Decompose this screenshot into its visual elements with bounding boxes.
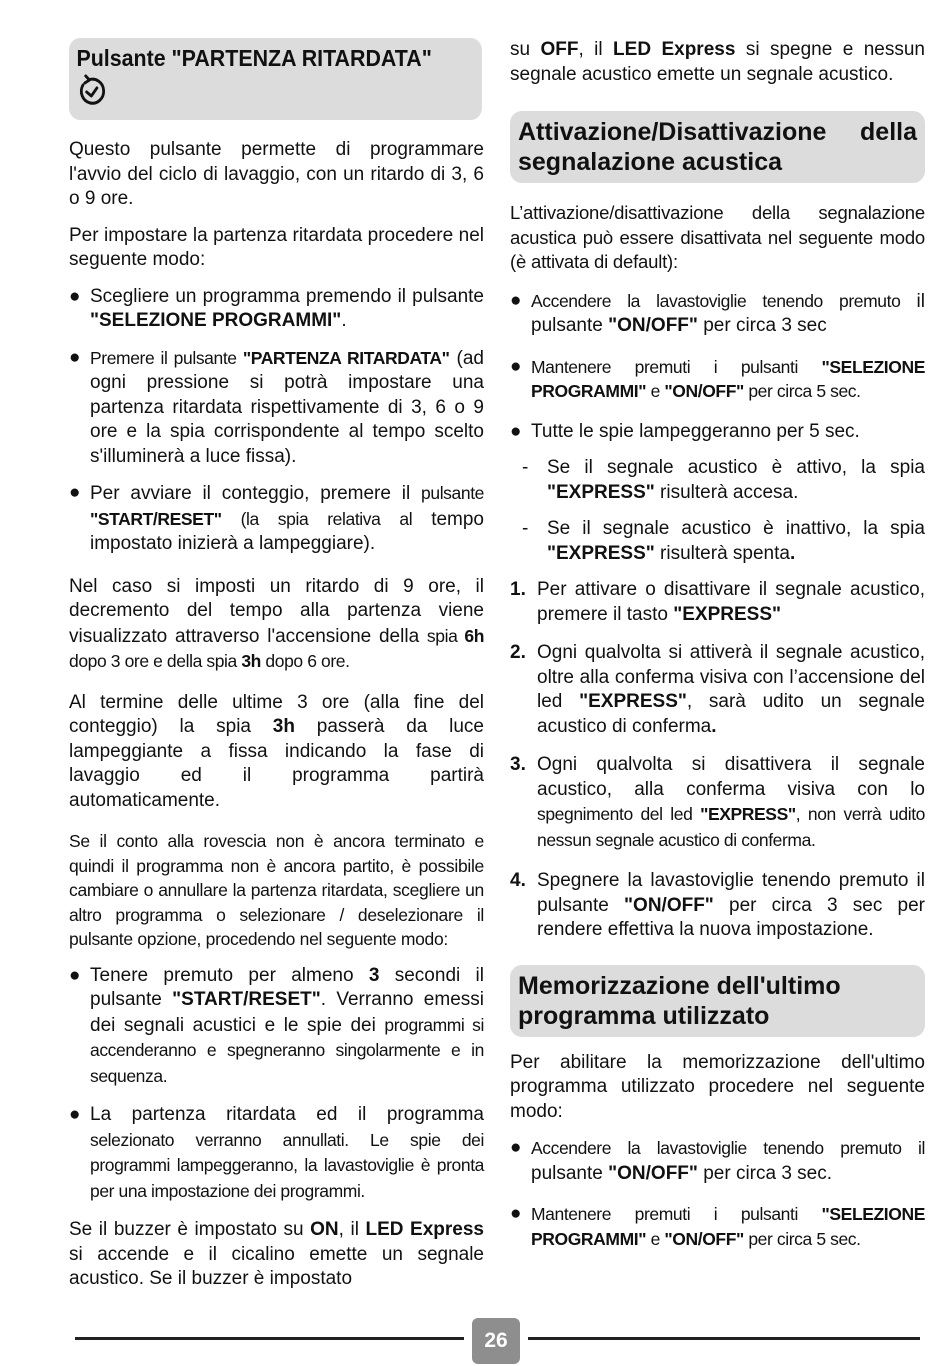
text: selezionato verranno annullati. Le spie dei programmi lampeggeranno, la lavastoviglie è pronta per una impostazione dei programmi. [90,1129,484,1201]
bold-text: LED Express [365,1219,484,1240]
text: Mantenere premuti i pulsanti [531,356,822,377]
bold-text: "SELEZIONE PROGRAMMI" [90,310,342,331]
step-number: 2. [510,642,526,663]
dash-marker: - [522,518,529,539]
delay-timer-icon [76,74,474,114]
bullet: ● [510,420,522,442]
bullet: ● [510,1137,522,1158]
text: per circa 3 sec. [697,1162,833,1184]
bullet: ● [69,964,81,986]
bold-text: 6h [464,625,485,646]
paragraph-buzzer-continued [510,38,925,87]
bullet: ● [510,355,522,377]
bullet: ● [69,1104,81,1125]
bullet: ● [510,289,522,311]
text: Ogni qualvolta si attiverà il segnale acustico, oltre alla conferma visiva con l’accensione del led [537,642,925,712]
bold-text: . [711,715,717,737]
paragraph-countdown: Se il conto alla rovescia non è ancora terminato e quindi il programma non è ancora partito, è possibile cambiare o annullare la partenza ritardata, scegliere un altro programma o selezionare / deselezionare il pulsante opzione, procedendo nel seguente modo: [69,831,484,949]
text: Nel caso si imposti un ritardo di 9 ore, il decremento del tempo alla partenza viene visualizzato attraverso l'accensione della [69,575,484,647]
bold-text: "ON/OFF" [664,1228,744,1249]
bold-text: 3h [241,651,261,671]
text: Se il segnale acustico è inattivo, la spia [547,518,925,539]
paragraph-acoustic-intro: L’attivazione/disattivazione della segnalazione acustica può essere disattivata nel seguente modo (è attivata di default): [510,202,925,272]
numbered-item [510,869,925,943]
text: , sarà udito un segnale acustico di conferma [537,691,925,737]
text: Mantenere premuti i pulsanti [531,1204,822,1224]
list-item [522,517,925,566]
footer-rule-left [75,1337,464,1340]
text: secondi il pulsante [90,964,484,1010]
right-column [510,38,925,1263]
list-item [69,481,484,557]
page-number: 26 [472,1318,520,1364]
heading-text: Attivazione/Disattivazione della segnalazione acustica [518,118,917,176]
text: Accendere la lavastoviglie tenendo premuto [531,290,917,311]
text: e [646,381,665,401]
bullet: ● [69,285,81,307]
text: spia [426,625,465,646]
paragraph-nine-hours [69,575,484,675]
list-item [69,346,484,470]
text: risulterà spenta [654,542,790,564]
text: . Verranno emessi dei segnali acustici e le spie dei [90,989,484,1036]
text: Al termine delle ultime 3 ore (alla fine del conteggio) la spia [69,691,484,737]
list-item [69,964,484,1090]
paragraph-intro: Questo pulsante permette di programmare l'avvio del ciclo di lavaggio, con un ritardo di 3, 6 o 9 ore. [69,139,484,209]
text: , il [578,39,614,60]
text: si spegne e nessun segnale acustico emette un segnale acustico. [510,39,925,85]
bullet: ● [510,1203,522,1224]
bold-text: "EXPRESS" [673,603,782,625]
bold-text: "SELEZIONE PROGRAMMI" [531,1204,925,1249]
bold-text: "EXPRESS" [700,804,796,824]
text: per circa 3 sec per rendere effettiva la nuova impostazione. [537,894,925,940]
list-item [522,456,925,505]
bold-text: "EXPRESS" [547,542,655,564]
text: per circa 3 sec [697,315,827,336]
text: spegnimento del led [537,804,701,824]
text: Se il buzzer è impostato su [69,1219,311,1240]
bold-text: "ON/OFF" [624,894,714,916]
text: pulsante [531,1162,609,1184]
text: Se il segnale acustico è attivo, la spia [547,457,925,478]
numbered-item [510,578,925,627]
step-number: 3. [510,754,526,775]
text: Per attivare o disattivare il segnale acustico, premere il tasto [537,579,925,625]
bold-text: "ON/OFF" [664,381,744,401]
section-heading-acoustic [510,111,925,183]
bold-text: OFF [540,39,579,60]
bullet: ● [69,346,81,368]
list-item [510,289,925,339]
text: Scegliere un programma premendo il pulsante [90,285,484,307]
paragraph-setup: Per impostare la partenza ritardata procedere nel seguente modo: [69,224,484,270]
paragraph-buzzer [69,1218,484,1292]
text: il pulsante [531,290,925,336]
list-item [510,1202,925,1251]
bold-text: LED Express [613,39,736,60]
paragraph-memory-intro: Per abilitare la memorizzazione dell'ultimo programma utilizzato procedere nel seguente modo: [510,1051,925,1122]
section-heading-memory [510,965,925,1037]
bold-text: 3h [272,716,295,737]
text: passerà da luce lampeggiante a fissa indicando la fase di lavaggio ed il programma partirà automaticamente. [69,716,484,811]
text: Ogni qualvolta si disattivera il segnale acustico, alla conferma visiva con lo [537,754,925,800]
step-number: 4. [510,870,526,891]
bold-text: "PARTENZA RITARDATA" [242,347,450,368]
text: Accendere la lavastoviglie tenendo premuto il [531,1138,925,1158]
step-number: 1. [510,579,526,600]
heading-text: Memorizzazione dell'ultimo programma utilizzato [518,971,841,1030]
section-heading-delay [69,38,482,120]
bullet: ● [69,482,81,503]
numbered-item [510,641,925,739]
bold-text: "ON/OFF" [608,315,698,336]
numbered-item [510,753,925,853]
bold-text: "SELEZIONE PROGRAMMI" [531,356,925,401]
left-column [69,38,484,1304]
text: programmi si accenderanno e spegneranno singolarmente e in sequenza. [90,1014,484,1086]
text: Per avviare il conteggio, premere il [90,483,422,504]
text: , il [338,1219,366,1240]
text: Tenere premuto per almeno [90,964,369,986]
bold-text: "EXPRESS" [579,691,687,712]
text: Spegnere la lavastoviglie tenendo premuto il pulsante [537,870,925,916]
paragraph-last-hours [69,691,484,814]
list-item [69,285,484,334]
bold-text: "START/RESET" [172,989,321,1010]
page-footer [0,1318,950,1366]
text: risulterà accesa. [654,481,799,503]
text: tempo impostato inizierà a lampeggiare). [90,508,484,554]
text: Tutte le spie lampeggeranno per 5 sec. [531,420,860,442]
list-item [510,420,925,445]
text: per circa 5 sec. [743,381,861,401]
bold-text: "ON/OFF" [608,1162,698,1184]
text: su [510,39,541,60]
dash-marker: - [522,457,529,478]
bold-text: . [789,542,796,564]
text: dopo 3 ore e della spia [69,651,242,671]
footer-rule-right [528,1337,920,1340]
text: . [341,310,347,331]
text: per circa 5 sec. [743,1228,861,1249]
text: (la spia relativa al [221,508,432,529]
bold-text: ON [310,1219,339,1240]
list-item [69,1103,484,1204]
list-item [510,355,925,404]
text: Premere il pulsante [90,347,243,368]
bold-text: 3 [368,964,380,986]
bold-text: "START/RESET" [90,508,222,529]
text: dopo 6 ore. [260,651,350,671]
text: (ad ogni pressione si potrà impostare una partenza ritardata rispettivamente di 3, 6 o 9 ore e la spia corrispondente al tempo scelto s'illuminerà a luce fissa). [90,347,484,467]
text: pulsante [421,483,484,503]
heading-text: Pulsante "PARTENZA RITARDATA" [76,45,432,71]
bold-text: "EXPRESS" [547,481,655,503]
text: e [646,1228,665,1249]
list-item [510,1136,925,1186]
text: La partenza ritardata ed il programma [90,1104,484,1125]
text: , non verrà udito nessun segnale acustico di conferma. [537,804,925,850]
text: si accende e il cicalino emette un segnale acustico. Se il buzzer è impostato [69,1243,484,1289]
